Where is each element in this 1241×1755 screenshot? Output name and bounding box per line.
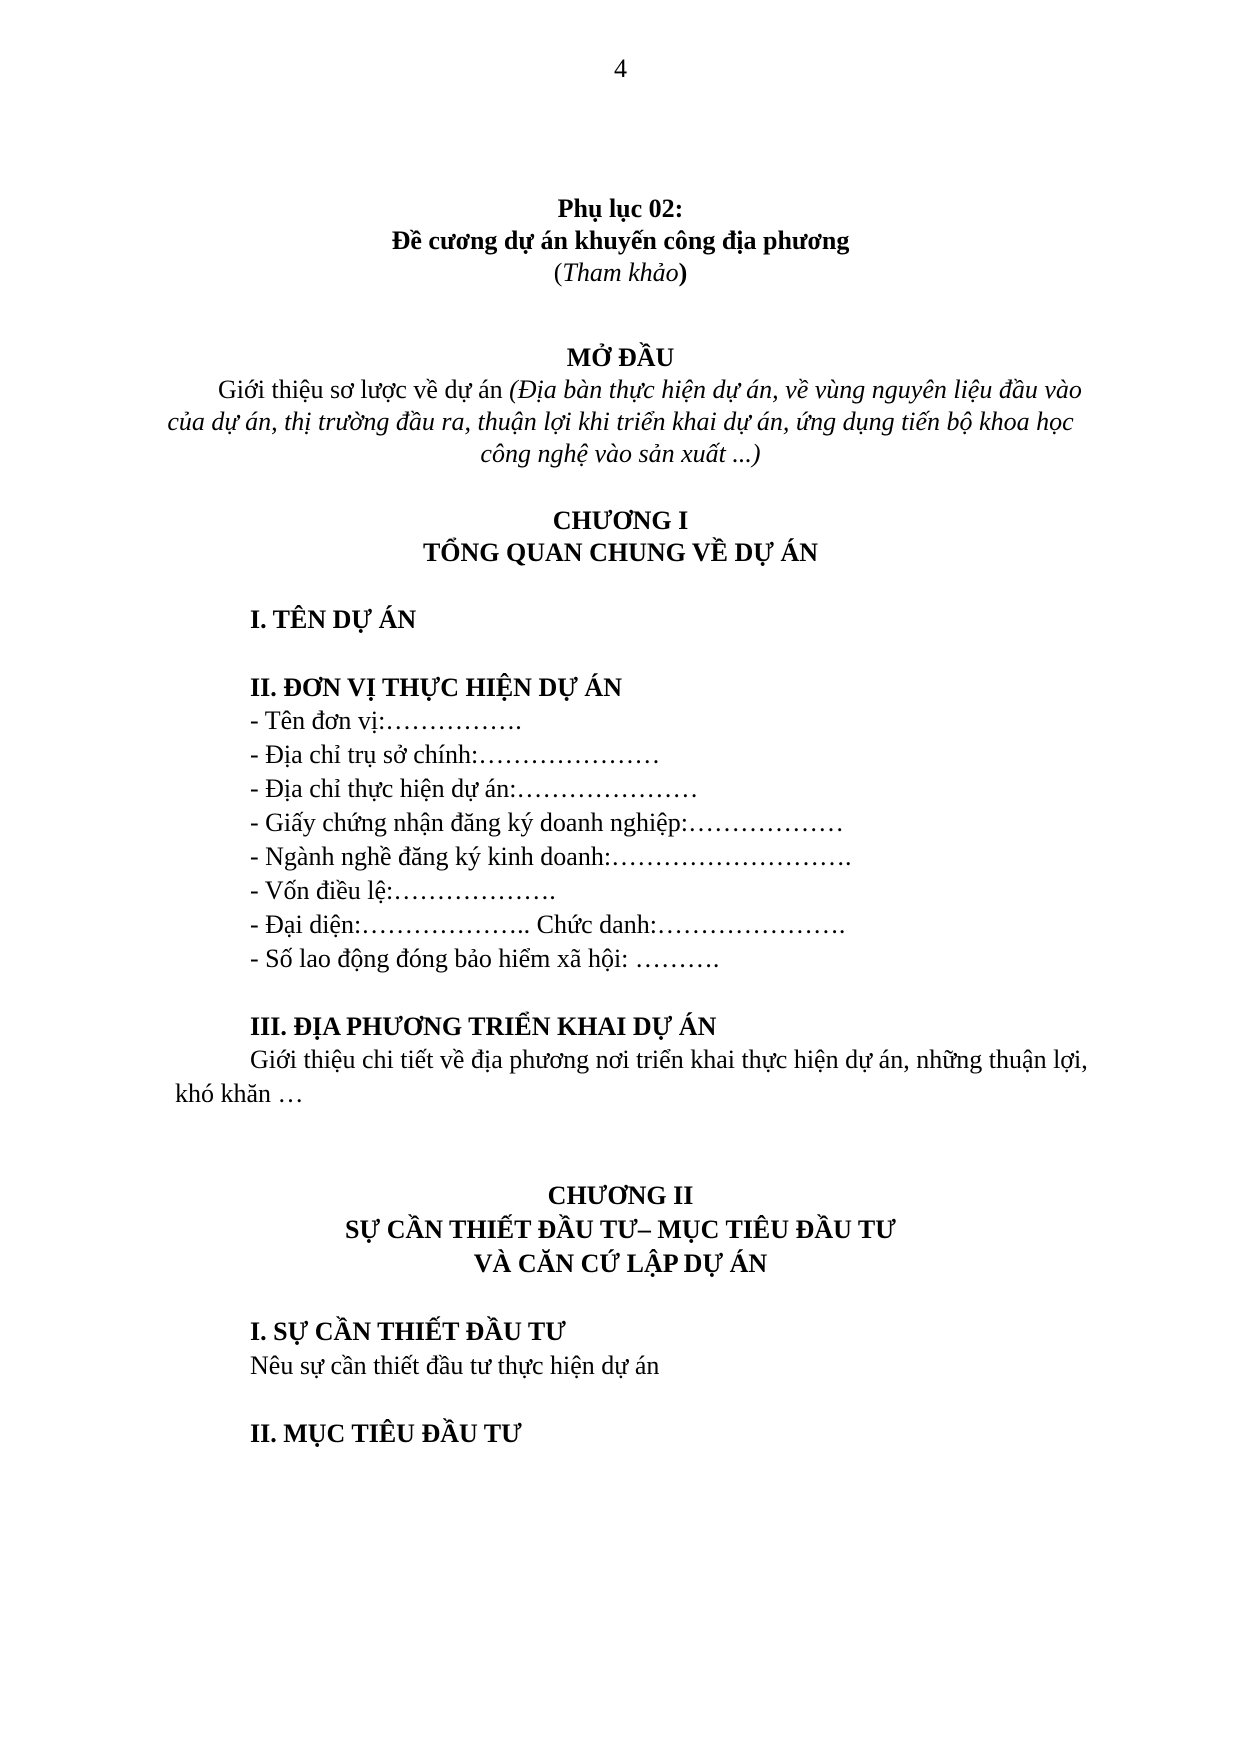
note-open-paren: (	[553, 258, 563, 287]
chapter-1-label: CHƯƠNG I	[552, 506, 689, 535]
section-3-line-1: Giới thiệu chi tiết về địa phương nơi triển khai thực hiện dự án, những thuận lợi,	[250, 1045, 1088, 1074]
reference-note	[0, 256, 1241, 290]
chapter-2-title-line-1: SỰ CẦN THIẾT ĐẦU TƯ– MỤC TIÊU ĐẦU TƯ	[345, 1215, 896, 1244]
note-text: Tham khảo	[562, 258, 679, 287]
chapter-2-section-2: II. MỤC TIÊU ĐẦU TƯ	[250, 1419, 522, 1448]
field-representative: - Đại diện:……………….. Chức danh:………………….	[250, 910, 846, 939]
chapter-2-section-1-text: Nêu sự cần thiết đầu tư thực hiện dự án	[250, 1351, 660, 1380]
chapter-1-section-1: I. TÊN DỰ ÁN	[250, 605, 417, 634]
field-project-address: - Địa chỉ thực hiện dự án:…………………	[250, 774, 699, 803]
document-title: Đề cương dự án khuyến công địa phương	[391, 226, 850, 255]
section-3-line-2: khó khăn …	[175, 1079, 304, 1108]
chapter-2-label: CHƯƠNG II	[547, 1181, 694, 1210]
field-insured-workers: - Số lao động đóng bảo hiểm xã hội: ……….	[250, 944, 720, 973]
appendix-label: Phụ lục 02:	[557, 194, 684, 223]
intro-italic-2: của dự án, thị trường đầu ra, thuận lợi khi triển khai dự án, ứng dụng tiến bộ khoa học	[167, 407, 1074, 436]
field-unit-name: - Tên đơn vị:…………….	[250, 706, 522, 735]
note-close-paren: )	[678, 258, 688, 287]
intro-italic-3: công nghệ vào sản xuất ...)	[480, 439, 761, 468]
page-number: 4	[614, 54, 627, 83]
intro-line-1	[218, 373, 1082, 407]
chapter-2-title-line-2: VÀ CĂN CỨ LẬP DỰ ÁN	[473, 1249, 768, 1278]
intro-heading: MỞ ĐẦU	[566, 343, 675, 372]
field-head-office: - Địa chỉ trụ sở chính:…………………	[250, 740, 661, 769]
field-business-certificate: - Giấy chứng nhận đăng ký doanh nghiệp:………………	[250, 808, 844, 837]
intro-lead: Giới thiệu sơ lược về dự án	[218, 375, 510, 404]
chapter-1-section-2: II. ĐƠN VỊ THỰC HIỆN DỰ ÁN	[250, 673, 622, 702]
chapter-1-title: TỔNG QUAN CHUNG VỀ DỰ ÁN	[422, 538, 819, 567]
chapter-1-section-3: III. ĐỊA PHƯƠNG TRIỂN KHAI DỰ ÁN	[250, 1012, 717, 1041]
field-charter-capital: - Vốn điều lệ:……………….	[250, 876, 556, 905]
intro-italic-1: (Địa bàn thực hiện dự án, về vùng nguyên liệu đầu vào	[509, 375, 1082, 404]
chapter-2-section-1: I. SỰ CẦN THIẾT ĐẦU TƯ	[250, 1317, 566, 1346]
field-business-lines: - Ngành nghề đăng ký kinh doanh:……………………….	[250, 842, 852, 871]
